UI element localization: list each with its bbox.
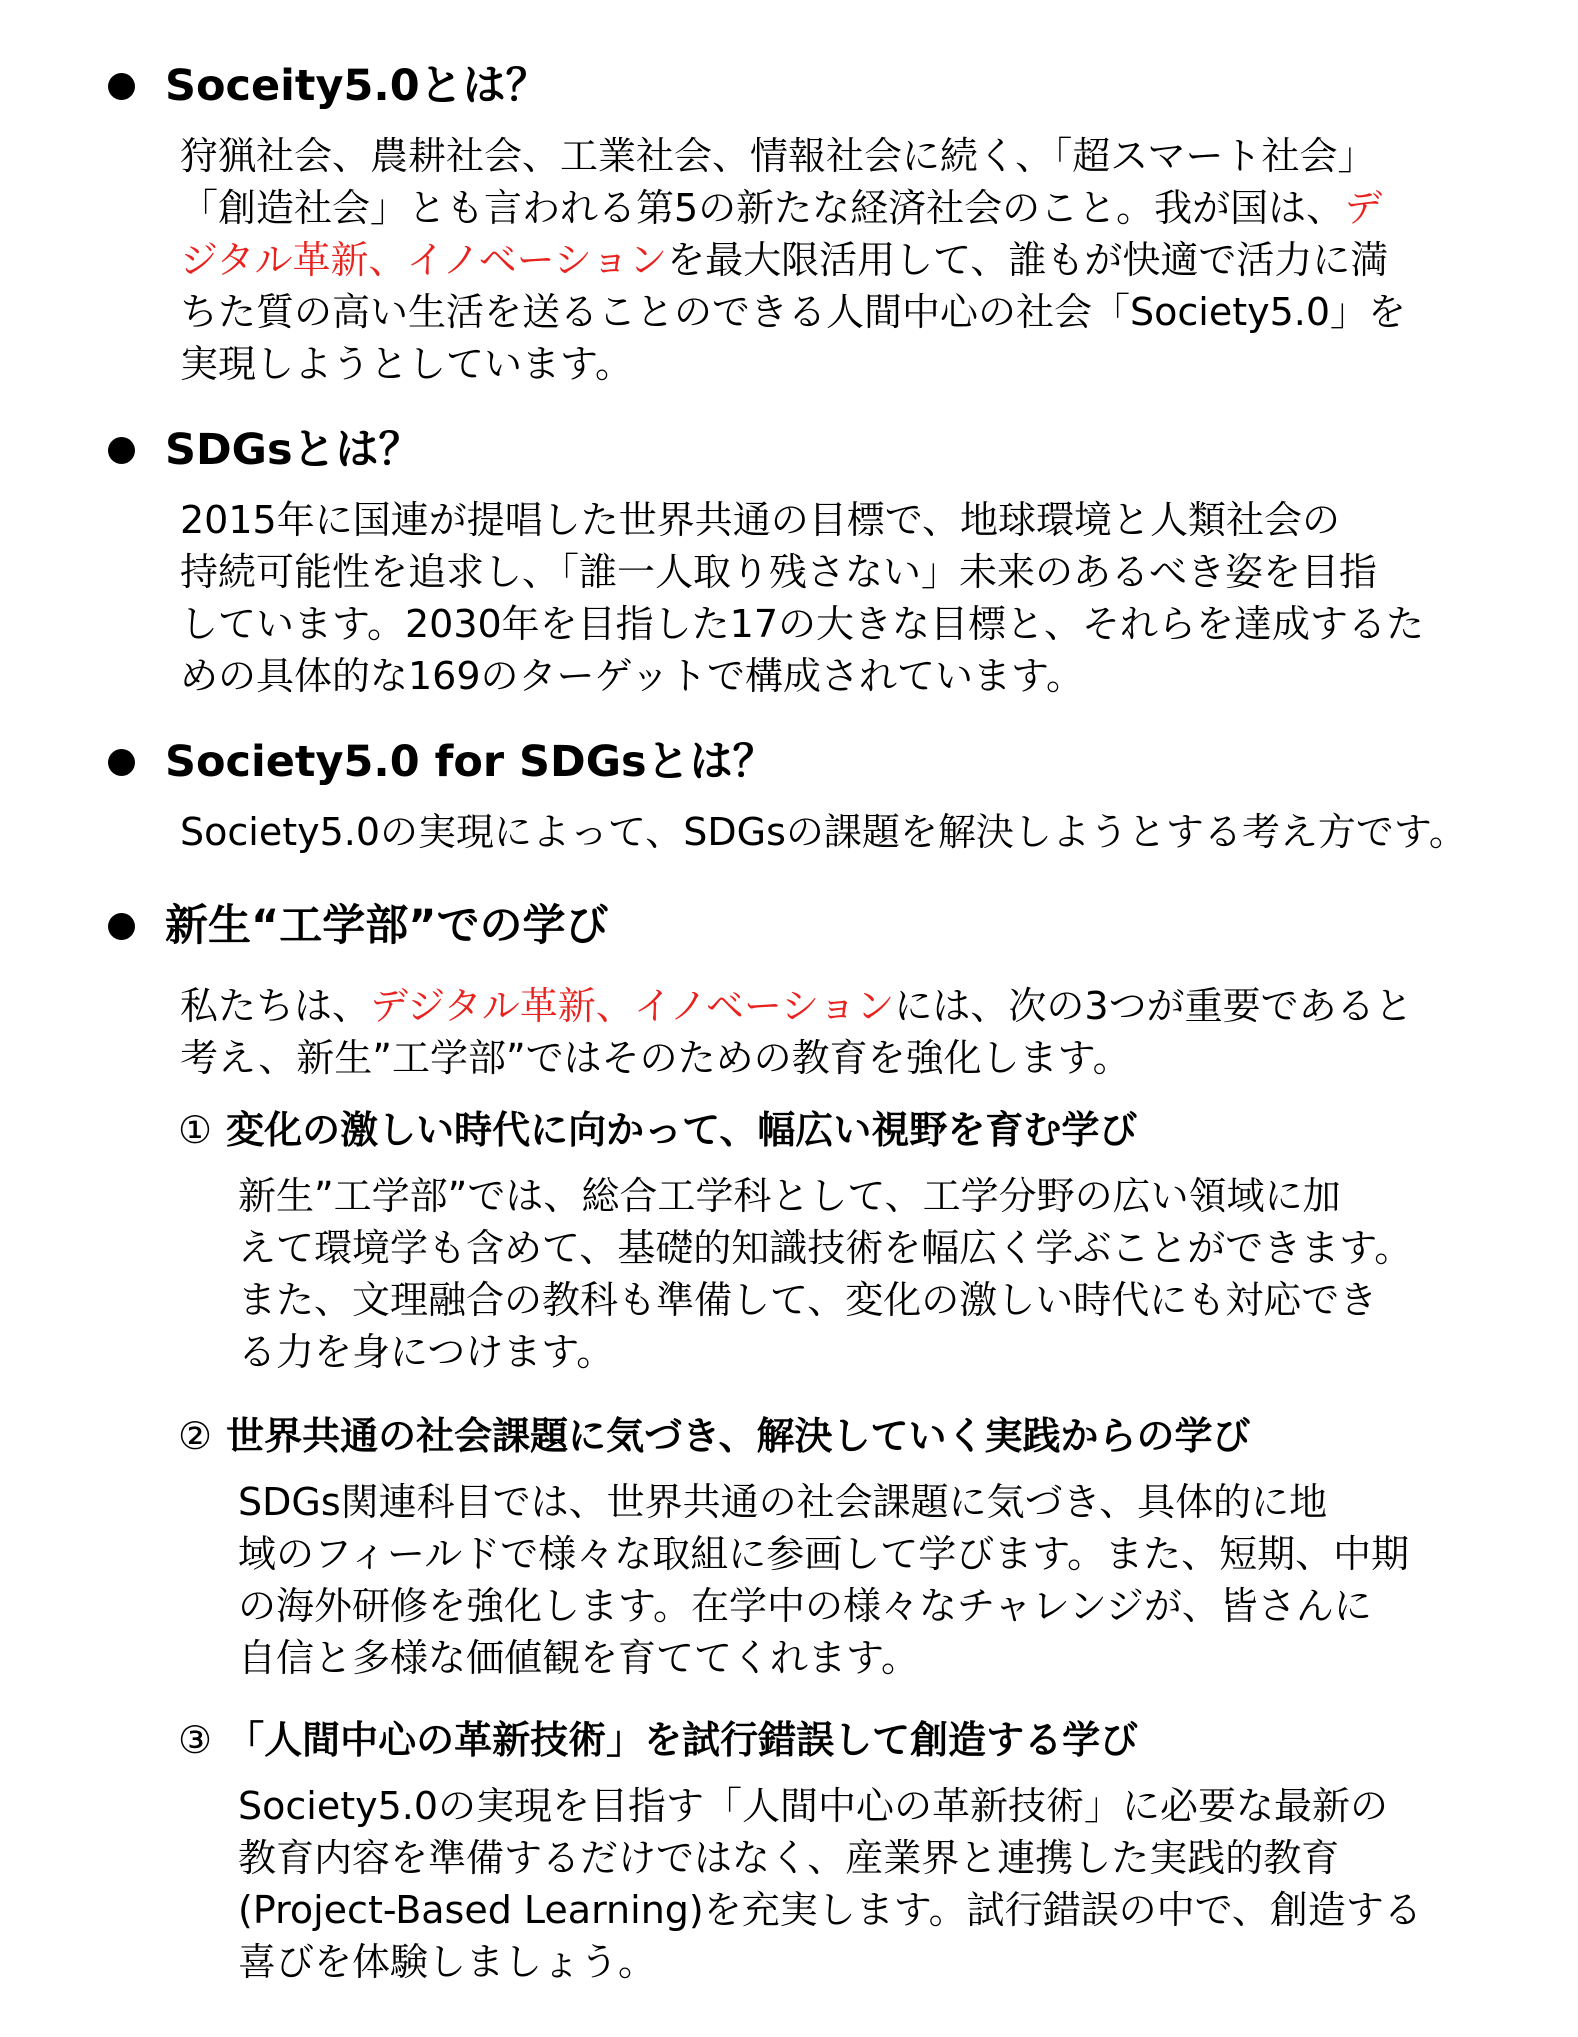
paragraph-line: 2015年に国連が提唱した世界共通の目標で、地球環境と人類社会の [180,498,1340,542]
learning-intro-paragraph [180,980,1460,1084]
paragraph-line: えて環境学も含めて、基礎的知識技術を幅広く学ぶことができます。 [238,1226,1413,1270]
text-run: ちた質の高い生活を送ることのできる人間中心の社会「Society5.0」を [180,290,1407,334]
learning-item-3-body [238,1780,1478,1988]
text-run: 実現しようとしています。 [180,342,633,386]
heading-text: 新生“工学部”での学び [165,901,609,951]
text-run: 考え、新生”工学部”ではそのための教育を強化します。 [180,1036,1131,1080]
learning-item-2-title [178,1410,1251,1462]
learning-item-2-body [238,1476,1478,1684]
heading-text: Society5.0 for SDGsとは？ [165,737,776,787]
paragraph-line [180,1032,1460,1084]
paragraph-line [180,234,1460,286]
number-marker: ② [178,1414,213,1458]
number-marker: ① [178,1108,213,1152]
bullet-icon [108,437,135,464]
society-paragraph [180,130,1460,390]
paragraph-line: 教育内容を準備するだけではなく、産業界と連携した実践的教育 [238,1836,1340,1880]
paragraph-line: しています。2030年を目指した17の大きな目標と、それらを達成するた [180,602,1425,646]
heading-text: SDGsとは？ [165,425,422,475]
text-run: 狩猟社会、農耕社会、工業社会、情報社会に続く、「超スマート社会」 [180,134,1376,178]
paragraph-line [180,286,1460,338]
paragraph-line: 自信と多様な価値観を育ててくれます。 [238,1636,919,1680]
paragraph-line: 持続可能性を追求し、「誰一人取り残さない」未来のあるべき姿を目指 [180,550,1378,594]
section-heading-society-for-sdgs [108,734,776,790]
learning-item-1-title [178,1104,1137,1156]
heading-text: Soceity5.0とは？ [165,61,549,111]
highlighted-text: デ [1344,186,1383,230]
bullet-icon [108,749,135,776]
section-heading-sdgs [108,422,422,478]
paragraph-line: の海外研修を強化します。在学中の様々なチャレンジが、皆さんに [238,1584,1372,1628]
paragraph-line [180,338,1460,390]
bullet-icon [108,73,135,100]
paragraph-line: 新生”工学部”では、総合工学科として、工学分野の広い領域に加 [238,1174,1341,1218]
learning-item-3-title [178,1714,1138,1766]
society-for-sdgs-paragraph [180,806,1467,858]
paragraph-line [180,130,1460,182]
bullet-icon [108,913,135,940]
item-title-text: 「人間中心の革新技術」を試行錯誤して創造する学び [226,1718,1139,1762]
text-run: 「創造社会」とも言われる第5の新たな経済社会のこと。我が国は、 [180,186,1345,230]
paragraph-line: る力を身につけます。 [238,1330,615,1374]
paragraph-line: めの具体的な169のターゲットで構成されています。 [180,654,1084,698]
item-title-text: 変化の激しい時代に向かって、幅広い視野を育む学び [226,1108,1138,1152]
section-heading-society [108,58,549,114]
paragraph-line: SDGs関連科目では、世界共通の社会課題に気づき、具体的に地 [238,1480,1328,1524]
sdgs-paragraph [180,494,1460,702]
highlighted-text: デジタル革新、イノベーション [370,984,895,1028]
paragraph-line: また、文理融合の教科も準備して、変化の激しい時代にも対応でき [238,1278,1378,1322]
number-marker: ③ [178,1718,213,1762]
text-run: には、次の3つが重要であると [894,984,1413,1028]
text-run: 私たちは、 [180,984,371,1028]
highlighted-text: ジタル革新、イノベーション [180,238,668,282]
paragraph-line: 域のフィールドで様々な取組に参画して学びます。また、短期、中期 [238,1532,1410,1576]
text-run: を最大限活用して、誰もが快適で活力に満 [667,238,1389,282]
paragraph-line [180,182,1460,234]
paragraph-line: Society5.0の実現を目指す「人間中心の革新技術」に必要な最新の [238,1784,1389,1828]
learning-item-1-body [238,1170,1478,1378]
paragraph-line: (Project-Based Learning)を充実します。試行錯誤の中で、創造する [238,1888,1422,1932]
paragraph-line [180,980,1460,1032]
paragraph-line: Society5.0の実現によって、SDGsの課題を解決しようとする考え方です。 [180,810,1467,854]
section-heading-learning [108,898,609,954]
paragraph-line: 喜びを体験しましょう。 [238,1940,657,1984]
item-title-text: 世界共通の社会課題に気づき、解決していく実践からの学び [226,1414,1251,1458]
